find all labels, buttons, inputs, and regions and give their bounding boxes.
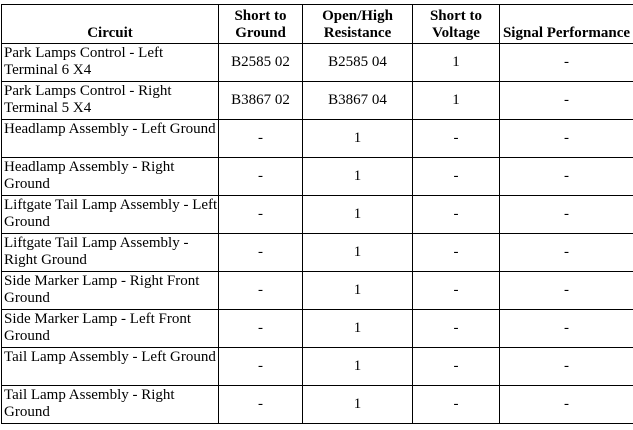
table-row — [2, 44, 633, 82]
table-row — [2, 386, 633, 424]
short-to-voltage-cell: - — [413, 158, 500, 196]
short-to-ground-cell: - — [219, 158, 303, 196]
open-high-resistance-cell: 1 — [303, 272, 413, 310]
table-row — [2, 348, 633, 386]
short-to-ground-cell: - — [219, 234, 303, 272]
short-to-voltage-cell: - — [413, 196, 500, 234]
table-row — [2, 158, 633, 196]
short-to-ground-cell: B3867 02 — [219, 82, 303, 120]
header-row — [2, 5, 633, 44]
signal-performance-cell: - — [500, 348, 633, 386]
circuit-cell: Liftgate Tail Lamp Assembly - Left Ground — [2, 196, 219, 234]
signal-performance-cell: - — [500, 158, 633, 196]
header-short-to-voltage: Short to Voltage — [413, 5, 500, 44]
open-high-resistance-cell: 1 — [303, 386, 413, 424]
short-to-ground-cell: B2585 02 — [219, 44, 303, 82]
short-to-ground-cell: - — [219, 196, 303, 234]
short-to-voltage-cell: 1 — [413, 82, 500, 120]
short-to-voltage-cell: - — [413, 234, 500, 272]
circuit-cell: Tail Lamp Assembly - Right Ground — [2, 386, 219, 424]
table-row — [2, 120, 633, 158]
circuit-cell: Side Marker Lamp - Left Front Ground — [2, 310, 219, 348]
signal-performance-cell: - — [500, 386, 633, 424]
short-to-ground-cell: - — [219, 386, 303, 424]
open-high-resistance-cell: 1 — [303, 234, 413, 272]
header-open-high-resistance: Open/High Resistance — [303, 5, 413, 44]
short-to-ground-cell: - — [219, 272, 303, 310]
table-row — [2, 310, 633, 348]
signal-performance-cell: - — [500, 120, 633, 158]
signal-performance-cell: - — [500, 196, 633, 234]
circuit-cell: Park Lamps Control - Right Terminal 5 X4 — [2, 82, 219, 120]
table-row — [2, 196, 633, 234]
signal-performance-cell: - — [500, 82, 633, 120]
short-to-voltage-cell: - — [413, 272, 500, 310]
short-to-voltage-cell: 1 — [413, 44, 500, 82]
short-to-ground-cell: - — [219, 348, 303, 386]
open-high-resistance-cell: 1 — [303, 348, 413, 386]
circuit-cell: Side Marker Lamp - Right Front Ground — [2, 272, 219, 310]
signal-performance-cell: - — [500, 44, 633, 82]
open-high-resistance-cell: 1 — [303, 120, 413, 158]
table-row — [2, 82, 633, 120]
short-to-voltage-cell: - — [413, 348, 500, 386]
circuit-cell: Tail Lamp Assembly - Left Ground — [2, 348, 219, 386]
circuit-cell: Park Lamps Control - Left Terminal 6 X4 — [2, 44, 219, 82]
open-high-resistance-cell: B2585 04 — [303, 44, 413, 82]
table-row — [2, 234, 633, 272]
open-high-resistance-cell: 1 — [303, 158, 413, 196]
short-to-voltage-cell: - — [413, 386, 500, 424]
short-to-voltage-cell: - — [413, 310, 500, 348]
table-row — [2, 272, 633, 310]
header-short-to-ground: Short to Ground — [219, 5, 303, 44]
short-to-voltage-cell: - — [413, 120, 500, 158]
open-high-resistance-cell: 1 — [303, 196, 413, 234]
open-high-resistance-cell: B3867 04 — [303, 82, 413, 120]
signal-performance-cell: - — [500, 234, 633, 272]
header-circuit: Circuit — [2, 5, 219, 44]
header-signal-performance: Signal Performance — [500, 5, 633, 44]
signal-performance-cell: - — [500, 272, 633, 310]
short-to-ground-cell: - — [219, 310, 303, 348]
open-high-resistance-cell: 1 — [303, 310, 413, 348]
circuit-cell: Liftgate Tail Lamp Assembly - Right Ground — [2, 234, 219, 272]
short-to-ground-cell: - — [219, 120, 303, 158]
signal-performance-cell: - — [500, 310, 633, 348]
circuit-fault-table — [1, 4, 633, 424]
circuit-cell: Headlamp Assembly - Left Ground — [2, 120, 219, 158]
circuit-cell: Headlamp Assembly - Right Ground — [2, 158, 219, 196]
